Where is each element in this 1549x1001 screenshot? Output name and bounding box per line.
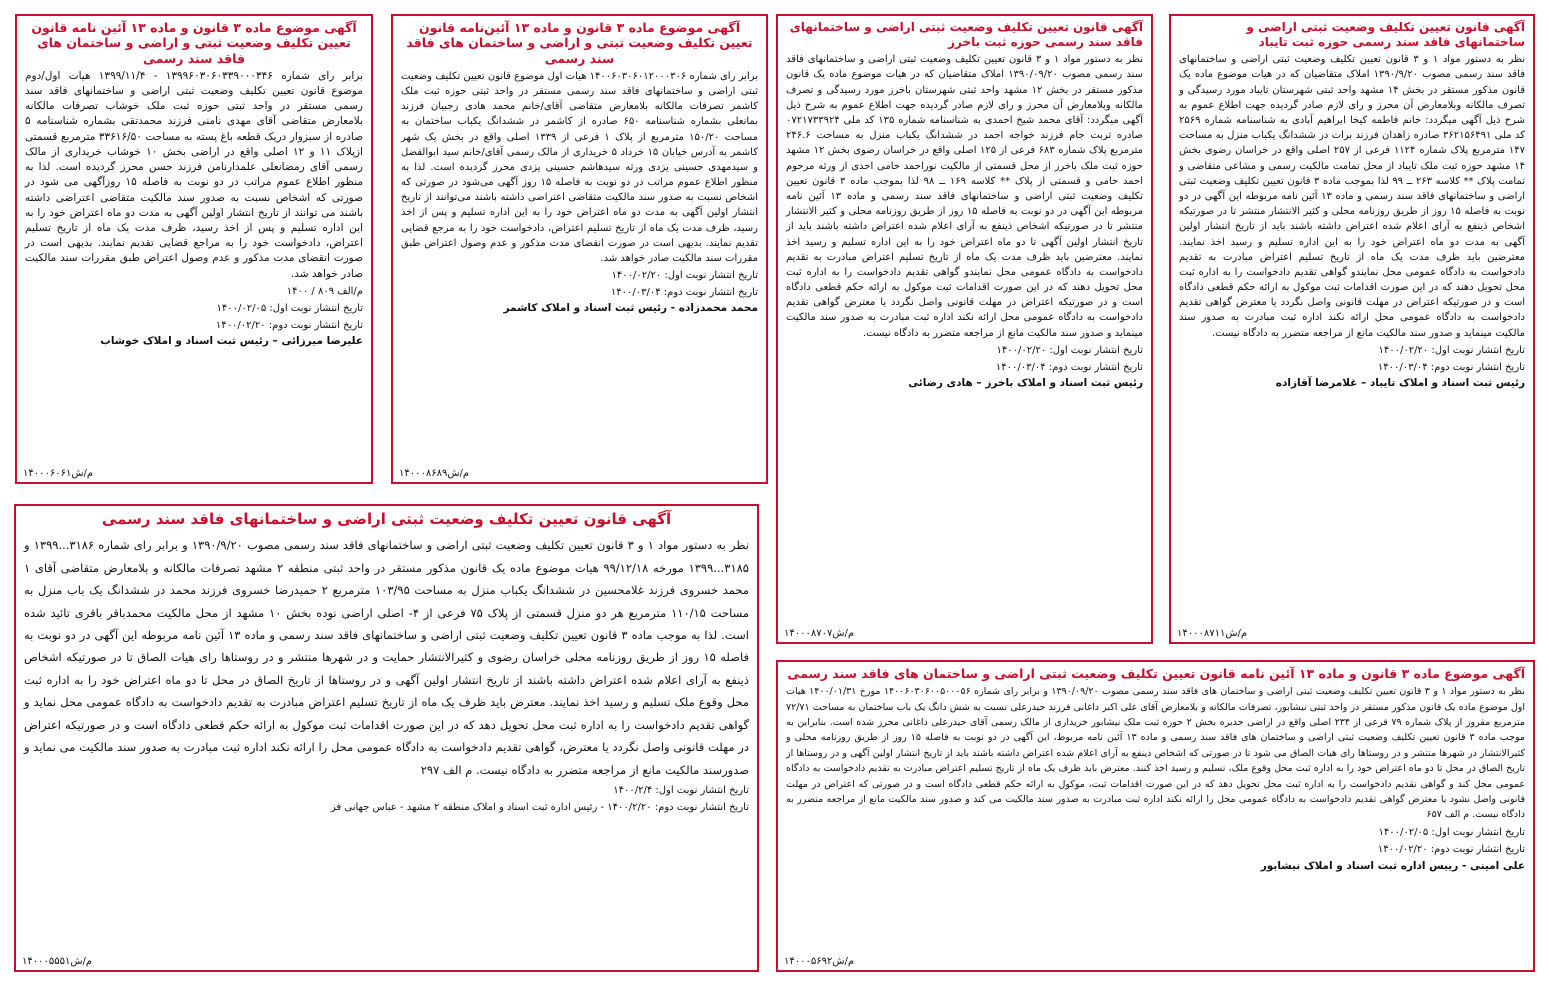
ad-signature: علی امینی - رییس اداره ثبت اسناد و املاک نیشابور xyxy=(1260,859,1525,872)
ad-code: م/ش۱۴۰۰۰۵۵۵۱ xyxy=(22,956,93,967)
publish-date-first: تاریخ انتشار نوبت اول: ۱۴۰۰/۲/۴ xyxy=(613,784,749,796)
ad-notice-taybad xyxy=(1169,14,1535,644)
publish-date-second: تاریخ انتشار نوبت دوم: ۱۴۰۰/۰۲/۲۰ xyxy=(1377,843,1525,855)
publish-date-first: تاریخ انتشار نوبت اول: ۱۴۰۰/۰۲/۰۵ xyxy=(216,302,363,314)
ad-title: آگهی قانون تعیین تکلیف وضعیت ثبتی اراضی و ساختمانهای فاقد سند رسمی xyxy=(101,510,672,528)
ad-code: م/ش۱۴۰۰۰۸۷۰۷ xyxy=(784,628,855,639)
ad-notice-kashmar xyxy=(391,14,768,484)
ad-signature: رئیس ثبت اسناد و املاک باخرز – هادی رضائی xyxy=(908,376,1143,389)
ad-body: برابر رای شماره ۱۳۹۹۶۰۳۰۶۰۳۳۹۰۰۰۳۴۶ - ۱۳۹۹/۱۱/۴ هیات اول/دوم موضوع قانون تعیین تکلیف وضعیت ثبتی اراضی و ساختمانهای فاقد سند رسمی مستقر در واحد ثبتی حوزه ثبت ملک خوشاب تصرفات مالکانه بلامعارض متقاضی آقای مهدی نامنی فرزند محمدتقی بشماره شناسنامه ۵ صادره از سبزوار دریک قطعه باغ پسته به مساحت ۳۳۶۱۶/۵۰ مترمربع قسمتی ازپلاک ۱۱ و ۱۲ اصلی واقع در اراضی بخش ۱۰ خوشاب خریداری از مالک رسمی آقای رمضانعلی علمدارنامن فرزند حسن محرز گردیده است. لذا به منظور اطلاع عموم مراتب در دو نوبت به فاصله ۱۵ روزآگهی می شود در صورتی که اشخاص نسبت به صدور سند مالکیت متقاضی اعتراضی داشته باشند می توانند از تاریخ انتشار اولین آگهی به مدت دو ماه اعتراض خود را به این اداره تسلیم و پس از اخذ رسید، ظرف مدت یک ماه از تاریخ تسلیم اعتراض، دادخواست خود را به مراجع قضایی تقدیم نمایند. بدیهی است در صورت انقضای مدت مذکور و عدم وصول اعتراض طبق مقررات سند مالکیت صادر خواهد شد. xyxy=(25,69,364,280)
publish-date-second: تاریخ انتشار نوبت دوم: ۱۴۰۰/۰۳/۰۴ xyxy=(610,287,758,299)
publish-date-first: تاریخ انتشار نوبت اول: ۱۴۰۰/۰۲/۰۵ xyxy=(1378,826,1525,838)
ad-title: آگهی قانون تعیین تکلیف وضعیت ثبتی اراضی و ساختمانهای فاقد سند رسمی حوزه ثبت تایباد xyxy=(1246,20,1525,49)
ad-body: نظر به دستور مواد ۱ و ۳ قانون تعیین تکلیف وضعیت ثبتی اراضی و ساختمانهای فاقد سند رسمی مصوب ۱۳۹۰/۹/۲۰ املاک متقاضیان که در هیات موضوع ماده یک قانون مذکور مستقر در بخش ۱۴ مشهد واحد ثبتی شهرستان تایباد مورد رسیدگی و تصرف مالکانه وبلامعارض آن محرز و رای لازم صادر گردیده جهت اطلاع عموم به شرح ذیل آگهی میگردد: خانم فاطمه کیخا ابراهیم آبادی به شناسنامه شماره ۲۵۶۹ کد ملی ۳۶۲۱۵۶۴۹۱ صادره زاهدان فرزند برات در ششدانگ یکباب منزل به مساحت ۱۴۷ مترمربع پلاک شماره ۱۱۲۴ فرعی از ۲۵۷ اصلی واقع در خراسان رضوی بخش ۱۴ مشهد حوزه ثبت ملک تایباد از محل تمامت مالکیت رسمی و مشاعی متقاضی و تمامت پلاک ** کلاسه ۲۶۳ ــ ۹۹ لذا بموجب ماده ۳ قانون تعیین تکلیف وضعیت ثبتی اراضی و ساختمانهای فاقد سند رسمی و ماده ۱۳ آئین نامه مربوطه این آگهی در دو نوبت به فاصله ۱۵ روز از طریق روزنامه محلی و کثیر الانتشار منتشر تا در صورتیکه اشخاص ذینفع به آرای اعلام شده اعتراض داشته باشند باید از تاریخ انتشار اولین آگهی به مدت دو ماه اعتراض خود را به این اداره تسلیم و رسید اخذ نمایند. معترضین باید ظرف مدت یک ماه از تاریخ تسلیم اعتراض مبادرت به تقدیم دادخواست به دادگاه عمومی محل نمایندو گواهی تقدیم دادخواست را به اداره ثبت محل تحویل دهند که در این صورت اقدامات ثبت موکول به ارائه حکم قطعی دادگاه است و در صورتیکه اعتراض در مهلت قانونی واصل نگردد یا معترض گواهی تقدیم دادخواست به دادگاه عمومی محل ارائه نکند اداره ثبت مبادرت به صدور سند مالکیت مینماید و صدور سند مالکیت مانع از مراجعه متضرر به دادگاه نیست. xyxy=(1179,54,1526,339)
ad-signature: محمد محمدزاده - رئیس ثبت اسناد و املاک کاشمر xyxy=(503,302,758,315)
publish-date-second: تاریخ انتشار نوبت دوم: ۱۴۰۰/۲/۲۰ - رئیس اداره ثبت اسناد و املاک منطقه ۲ مشهد - عباس جهانی فر xyxy=(330,801,749,813)
ad-code: م/ش۱۴۰۰۰۸۷۱۱ xyxy=(1177,628,1248,639)
ad-signature: علیرضا میرزائی – رئیس ثبت اسناد و املاک خوشاب xyxy=(100,334,363,347)
ad-notice-khoshab xyxy=(15,14,373,484)
publish-date-second: تاریخ انتشار نوبت دوم: ۱۴۰۰/۰۳/۰۴ xyxy=(1377,361,1525,373)
ad-code: م/ش۱۴۰۰۰۵۶۹۲ xyxy=(784,956,855,967)
ad-notice-neyshabur xyxy=(776,660,1535,972)
publish-date-second: تاریخ انتشار نوبت دوم: ۱۴۰۰/۰۲/۲۰ xyxy=(215,319,363,331)
publish-date-first: تاریخ انتشار نوبت اول: ۱۴۰۰/۰۲/۲۰ xyxy=(611,270,758,282)
ad-reference: م/الف ۸۰۹ / ۱۴۰۰ xyxy=(286,285,363,297)
ad-notice-bakharz xyxy=(776,14,1153,644)
ad-title: آگهی قانون تعیین تکلیف وضعیت ثبتی اراضی و ساختمانهای فاقد سند رسمی حوزه ثبت باخرز xyxy=(789,20,1143,49)
ad-body: نظر به دستور مواد ۱ و ۳ قانون تعیین تکلیف وضعیت ثبتی اراضی و ساختمان های فاقد سند رسمی مصوب ۱۳۹۰/۰۹/۲۰ و برابر رای شماره ۱۴۰۰۶۰۳۰۶۰۰۵۰۰۰۵۶ مورخ ۱۴۰۰/۰۱/۳۱ هیات اول موضوع ماده یک قانون مذکور مستقر در واحد ثبتی نیشابور، تصرفات مالکانه و بلامعارض آقای علی اکبر داغانی فرزند حیدرعلی نسبت به شش دانگ یک باب ساختمان به مساحت ۷۲/۷۱ مترمربع مفروز از پلاک شماره ۷۹ فرعی از ۲۳۴ اصلی واقع در اراضی حدیره بخش ۲ حوزه ثبت ملک نیشابور خریداری از مالک رسمی آقای حیدرعلی داغانی محرز شده است. بنابراین به موجب ماده ۳ قانون تعیین تکلیف وضعیت ثبتی اراضی و ساختمان های فاقد سند رسمی و ماده ۱۳ آئین نامه مربوط، این آگهی در دو نوبت به فاصله ۱۵ روز از طریق روزنامه محلی و کثیرالانتشار در شهرها منتشر و در روستاها رای هیات الصاق می شود تا در صورتی که اشخاص ذینفع به آرای اعلام شده اعتراض داشته باشند باید از تاریخ انتشار اولین آگهی و در روستاها از تاریخ الصاق در محل تا دو ماه اعتراض خود را به اداره ثبت محل وقوع ملک، تسلیم و رسید اخذ کنند. معترض باید ظرف یک ماه از تاریخ تسلیم اعتراض مبادرت به تقدیم دادخواست به دادگاه عمومی محل کند و گواهی تقدیم دادخواست را به اداره ثبت محل تحویل دهد که در این صورت اقدامات ثبت، موکول به ارائه حکم قطعی دادگاه است و در صورتی که اعتراض در مهلت قانونی واصل نشود یا معترض گواهی تقدیم دادخواست به دادگاه عمومی محل را ارائه نکند اداره ثبت مبادرت به صدور سند مالکیت می کند و صدور سند مالکیت مانع از مراجعه متضرر به دادگاه نیست. م الف ۶۵۷ xyxy=(786,686,1526,821)
ad-title: آگهی موضوع ماده ۳ قانون و ماده ۱۳ آئین نامه قانون تعیین تکلیف وضعیت ثبتی اراضی و ساختمان های فاقد سند رسمی xyxy=(787,666,1525,681)
ad-code: م/ش۱۴۰۰۰۶۰۶۱ xyxy=(23,468,94,479)
publish-date-second: تاریخ انتشار نوبت دوم: ۱۴۰۰/۰۳/۰۴ xyxy=(995,361,1143,373)
ad-signature: رئیس ثبت اسناد و املاک تایباد – غلامرضا آقازاده xyxy=(1275,376,1525,389)
ad-body: برابر رای شماره ۱۴۰۰۶۰۳۰۶۰۱۲۰۰۰۳۰۶ هیات اول موضوع قانون تعیین تکلیف وضعیت ثبتی اراضی و ساختمانهای فاقد سند رسمی مستقر در واحد ثبتی حوزه ثبت ملک کاشمر تصرفات مالکانه بلامعارض متقاضی آقای/خانم محمد هادی رجبیان فرزند بمانعلی بشماره شناسنامه ۶۵۰ صادره از کاشمر در ششدانگ یکباب ساختمان به مساحت ۱۵۰/۲۰ مترمربع از پلاک ۱ فرعی از ۱۳۳۹ اصلی واقع در بخش یک شهر کاشمر به آدرس خیابان ۱۵ خرداد ۵ خریداری از مالک رسمی آقای/خانم سید ابوالفضل و سیدمهدی حسینی یزدی ورثه سیدهاشم حسینی یزدی محرز گردیده است. لذا به منظور اطلاع عموم مراتب در دو نوبت به فاصله ۱۵ روز آگهی می‌شود در صورتی که اشخاص نسبت به صدور سند مالکیت متقاضی اعتراضی داشته باشند می‌توانند از تاریخ انتشار اولین آگهی به مدت دو ماه اعتراض خود را به این اداره تسلیم و پس از اخذ رسید، ظرف مدت یک ماه از تاریخ تسلیم اعتراض، دادخواست خود را به مرجع قضایی تقدیم نمایند. بدیهی است در صورت انقضای مدت مذکور و عدم وصول اعتراض طبق مقررات سند مالکیت صادر خواهد شد. xyxy=(401,70,759,264)
ad-body: نظر به دستور مواد ۱ و ۳ قانون تعیین تکلیف وضعیت ثبتی اراضی و ساختمانهای فاقد سند رسمی مصوب ۱۳۹۰/۹/۲۰ و برابر رای شماره ۳۱۸۶...۱۳۹۹ و ۳۱۸۵...۱۳۹۹ مورخه ۹۹/۱۲/۱۸ هیات موضوع ماده یک قانون مذکور مستقر در واحد ثبتی منطقه ۲ مشهد تصرفات مالکانه و بلامعارض متقاضی آقای ۱ محمد خسروی فرزند غلامحسین در ششدانگ یکباب منزل به مساحت ۱۰۳/۹۵ مترمربع ۲ حمیدرضا خسروی فرزند محمد در ششدانگ یک باب منزل به مساحت ۱۱۰/۱۵ مترمربع هر دو منزل قسمتی از پلاک ۷۵ فرعی از ۴- اصلی اراضی نوده بخش ۱۰ مشهد از محل مالکیت محمدباقر باقری تائید شده است. لذا به موجب ماده ۳ قانون تعیین تکلیف وضعیت ثبتی اراضی و ساختمانهای فاقد سند رسمی و ماده ۱۳ آئین نامه مربوطه این آگهی در دو نوبت به فاصله ۱۵ روز از طریق روزنامه محلی خراسان رضوی و کثیرالانتشار حمایت و در شهرها منتشر و در روستاها رای هیات الصاق تا در صورتیکه اشخاص ذینفع به آرای اعلام شده اعتراض داشته باشند از تاریخ انتشار اولین آگهی و در روستاها از تاریخ الصاق در محل تا دو ماه اعتراض خود را به اداره ثبت محل وقوع ملک تسلیم و رسید اخذ نمایند. معترض باید ظرف یک ماه از تاریخ تسلیم اعتراض مبادرت به تقدیم دادخواست به دادگاه عمومی محل نماید و گواهی تقدیم دادخواست را به اداره ثبت محل تحویل دهد که در این صورت اقدامات ثبت موکول به ارائه حکم قطعی دادگاه است و در صورتیکه اعتراض در مهلت قانونی واصل نگردد یا معترض، گواهی تقدیم دادخواست به دادگاه عمومی محل را ارائه نکند اداره ثبت مبادرت به صدور سند مالکیت می نماید و صدورسند مالکیت مانع از مراجعه متضرر به دادگاه نیست. م الف ۲۹۷ xyxy=(24,538,749,777)
ad-title: آگهی موضوع ماده ۳ قانون و ماده ۱۳ آئین‌نامه قانون تعیین تکلیف وضعیت ثبتی و اراضی و ساختمان های فاقد سند رسمی xyxy=(406,20,753,66)
ad-code: م/ش۱۴۰۰۰۸۶۸۹ xyxy=(399,468,470,479)
ad-title: آگهی موضوع ماده ۳ قانون و ماده ۱۳ آئین نامه قانون تعیین تکلیف وضعیت ثبتی و اراضی و ساختمان های فاقد سند رسمی xyxy=(31,20,357,66)
publish-date-first: تاریخ انتشار نوبت اول: ۱۴۰۰/۰۲/۲۰ xyxy=(996,344,1143,356)
ad-body: نظر به دستور مواد ۱ و ۳ قانون تعیین تکلیف وضعیت ثبتی اراضی و ساختمانهای فاقد سند رسمی مصوب ۱۳۹۰/۰۹/۲۰ املاک متقاضیان که در هیات موضوع ماده یک قانون مذکور مستقر در بخش ۱۲ مشهد واحد ثبتی شهرستان باخرز مورد رسیدگی و تصرف مالکانه وبلامعارض آن محرز و رای لازم صادر گردیده جهت اطلاع عموم به شرح ذیل آگهی میگردد: آقای محمد شیخ احمدی به شناسنامه شماره ۱۳۵ کد ملی ۰۷۲۱۷۳۳۹۲۴ صادره تربت جام فرزند خواجه احمد در ششدانگ یکباب منزل به مساحت ۲۴۶.۶ مترمربع پلاک شماره ۶۸۳ فرعی از ۱۲۵ اصلی واقع در خراسان رضوی بخش ۱۲ مشهد حوزه ثبت ملک باخرز از محل قسمتی از مالکیت نوراحمد حامی احدی از ورثه مرحوم احمد حامی و قسمتی از پلاک ** کلاسه ۱۶۹ ــ ۹۸ لذا بموجب ماده ۳ قانون تعیین تکلیف وضعیت ثبتی اراضی و ساختمانهای فاقد سند رسمی و ماده ۱۳ آئین نامه مربوطه این آگهی در دو نوبت به فاصله ۱۵ روز از طریق روزنامه محلی و کثیر الانتشار منتشر تا در صورتیکه اشخاص ذینفع به آرای اعلام شده اعتراض داشته باشند باید از تاریخ انتشار اولین آگهی تا دو ماه اعتراض خود را به این اداره تسلیم و رسید اخذ نمایند. معترضین باید ظرف مدت یک ماه از تاریخ تسلیم اعتراض مبادرت به تقدیم دادخواست به دادگاه عمومی محل نمایندو گواهی تقدیم دادخواست را به اداره ثبت محل تحویل دهند که در این صورت اقدامات ثبت موکول به ارائه حکم قطعی دادگاه است و در صورتیکه اعتراض در مهلت قانونی واصل نگردد یا معترض گواهی تقدیم دادخواست به دادگاه عمومی محل ارائه نکند اداره ثبت مبادرت به صدور سند مالکیت مینماید و صدور سند مالکیت مانع از مراجعه متضرر به دادگاه نیست. xyxy=(786,54,1144,339)
publish-date-first: تاریخ انتشار نوبت اول: ۱۴۰۰/۰۲/۲۰ xyxy=(1378,344,1525,356)
ad-notice-mashhad-2 xyxy=(14,504,759,972)
